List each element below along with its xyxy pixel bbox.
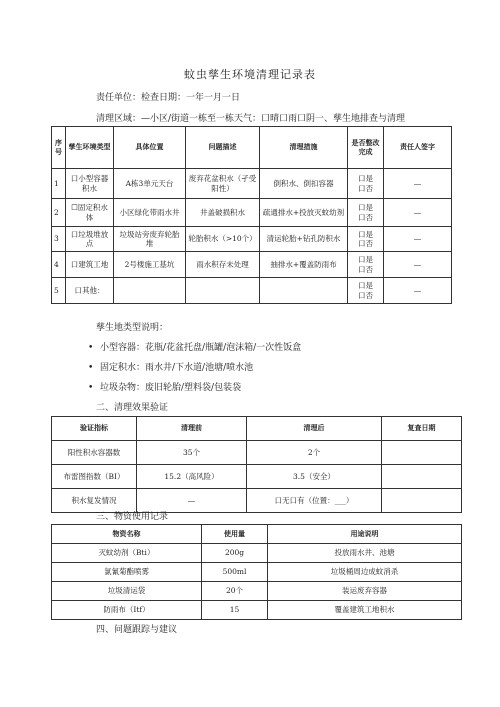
table-cell	[382, 441, 462, 465]
table-cell: 15.2（高风险）	[137, 465, 247, 489]
table-cell: 20个	[202, 582, 268, 601]
table-row	[52, 199, 452, 227]
verification-table	[51, 416, 462, 513]
table-cell: 垃圾清运袋	[52, 582, 202, 601]
table-cell: 500ml	[202, 563, 268, 582]
cell-done: 口是 口否	[348, 227, 384, 252]
header-issue: 问题描述	[186, 127, 260, 169]
cell-type: ☐固定积水体	[66, 199, 114, 227]
header-purpose: 用途说明	[268, 525, 462, 544]
cell-done: 口是 口否	[348, 278, 384, 304]
cell-done: 口是 口否	[348, 199, 384, 227]
table-cell	[382, 465, 462, 489]
table-cell: 灭蚊幼剂（Bti）	[52, 544, 202, 563]
cell-done: 口是 口否	[348, 169, 384, 199]
table-cell: 积水复发情况	[52, 489, 137, 513]
cell-issue: 雨水积存未处理	[186, 252, 260, 278]
cell-sign: —	[384, 227, 452, 252]
cell-no: 4	[52, 252, 66, 278]
header-before: 清理前	[137, 417, 247, 441]
table-cell	[382, 489, 462, 513]
cell-type: 口垃圾堆放点	[66, 227, 114, 252]
cell-location: 小区绿化带雨水井	[114, 199, 186, 227]
cell-location: 垃圾站旁废弃轮胎堆	[114, 227, 186, 252]
cell-type: 口建筑工地	[66, 252, 114, 278]
header-metric: 验证指标	[52, 417, 137, 441]
cell-measure: 抽排水+覆盖防雨布	[260, 252, 348, 278]
document-title: 蚊虫孳生环境清理记录表	[184, 68, 316, 81]
cell-location: 2号楼施工基坑	[114, 252, 186, 278]
table-row	[52, 441, 462, 465]
table-row	[52, 544, 462, 563]
cell-sign: —	[384, 199, 452, 227]
bullet-item: • 小型容器：花瓶/花盆托盘/瓶罐/泡沫箱/一次性饭盒	[88, 343, 302, 353]
header-material: 物资名称	[52, 525, 202, 544]
cell-location	[114, 278, 186, 304]
area-line: 清理区域：—小区/街道一栋至一栋天气：口晴口雨口阴一、孳生地排查与清理	[96, 114, 406, 124]
cell-location: A栋3单元天台	[114, 169, 186, 199]
cell-sign: —	[384, 169, 452, 199]
table-row	[52, 563, 462, 582]
cell-issue: 井盖破损积水	[186, 199, 260, 227]
table-row	[52, 252, 452, 278]
header-measure: 清理措施	[260, 127, 348, 169]
header-done: 是否整改完成	[348, 127, 384, 169]
header-location: 具体位置	[114, 127, 186, 169]
table-cell: 垃圾桶周边成蚊消杀	[268, 563, 462, 582]
section-4-heading: 四、问题跟踪与建议	[96, 625, 178, 635]
cell-type: 口小型容器积水	[66, 169, 114, 199]
table-cell: 35个	[137, 441, 247, 465]
header-no: 序号	[52, 127, 66, 169]
cell-no: 3	[52, 227, 66, 252]
table-cell: 15	[202, 601, 268, 620]
types-heading: 孳生地类型说明：	[96, 323, 169, 333]
header-recheck-date: 复查日期	[382, 417, 462, 441]
header-type: 孳生环境类型	[66, 127, 114, 169]
meta-line: 责任单位：检查日期：一年一月一日	[96, 93, 241, 103]
cell-issue: 轮胎积水（>10个）	[186, 227, 260, 252]
cell-measure: 倒积水、倒扣容器	[260, 169, 348, 199]
materials-table	[51, 524, 462, 620]
cell-sign: —	[384, 278, 452, 304]
table-cell: 200g	[202, 544, 268, 563]
table-row	[52, 227, 452, 252]
header-amount: 使用量	[202, 525, 268, 544]
section-2-heading: 二、清理效果验证	[96, 403, 169, 413]
cell-measure: 清运轮胎+钻孔防积水	[260, 227, 348, 252]
cell-done: 口是 口否	[348, 252, 384, 278]
bullet-item: • 垃圾杂物：废旧轮胎/塑料袋/包装袋	[88, 383, 242, 393]
table-cell: 2个	[247, 441, 382, 465]
cell-measure	[260, 278, 348, 304]
table-cell: 防雨布（Itf）	[52, 601, 202, 620]
cell-issue: 废弃花盆积水（孑受阳性）	[186, 169, 260, 199]
bullet-item: • 固定积水：雨水井/下水道/池塘/喷水池	[88, 363, 254, 373]
header-sign: 责任人签字	[384, 127, 452, 169]
table-row	[52, 465, 462, 489]
table-row	[52, 278, 452, 304]
cell-no: 2	[52, 199, 66, 227]
table-cell: 3.5（安全）	[247, 465, 382, 489]
table-cell: 布雷图指数（BI）	[52, 465, 137, 489]
table-cell: —	[137, 489, 247, 513]
table-cell: 口无口有（位置：___）	[247, 489, 382, 513]
table-cell: 投放雨水井、池塘	[268, 544, 462, 563]
table-row	[52, 601, 462, 620]
cell-type: 口其他：	[66, 278, 114, 304]
table-row	[52, 582, 462, 601]
breeding-site-table	[51, 126, 452, 304]
cell-measure: 疏通排水+投放灭蚊幼剂	[260, 199, 348, 227]
cell-sign: —	[384, 252, 452, 278]
table-row	[52, 169, 452, 199]
section-3-heading: 三、物资使用记录	[96, 512, 169, 522]
table-cell: 覆盖建筑工地积水	[268, 601, 462, 620]
header-after: 清理后	[247, 417, 382, 441]
table-cell: 阳性积水容器数	[52, 441, 137, 465]
table-cell: 氯氰菊酯喷雾	[52, 563, 202, 582]
cell-no: 5	[52, 278, 66, 304]
cell-no: 1	[52, 169, 66, 199]
cell-issue	[186, 278, 260, 304]
table-cell: 装运废弃容器	[268, 582, 462, 601]
